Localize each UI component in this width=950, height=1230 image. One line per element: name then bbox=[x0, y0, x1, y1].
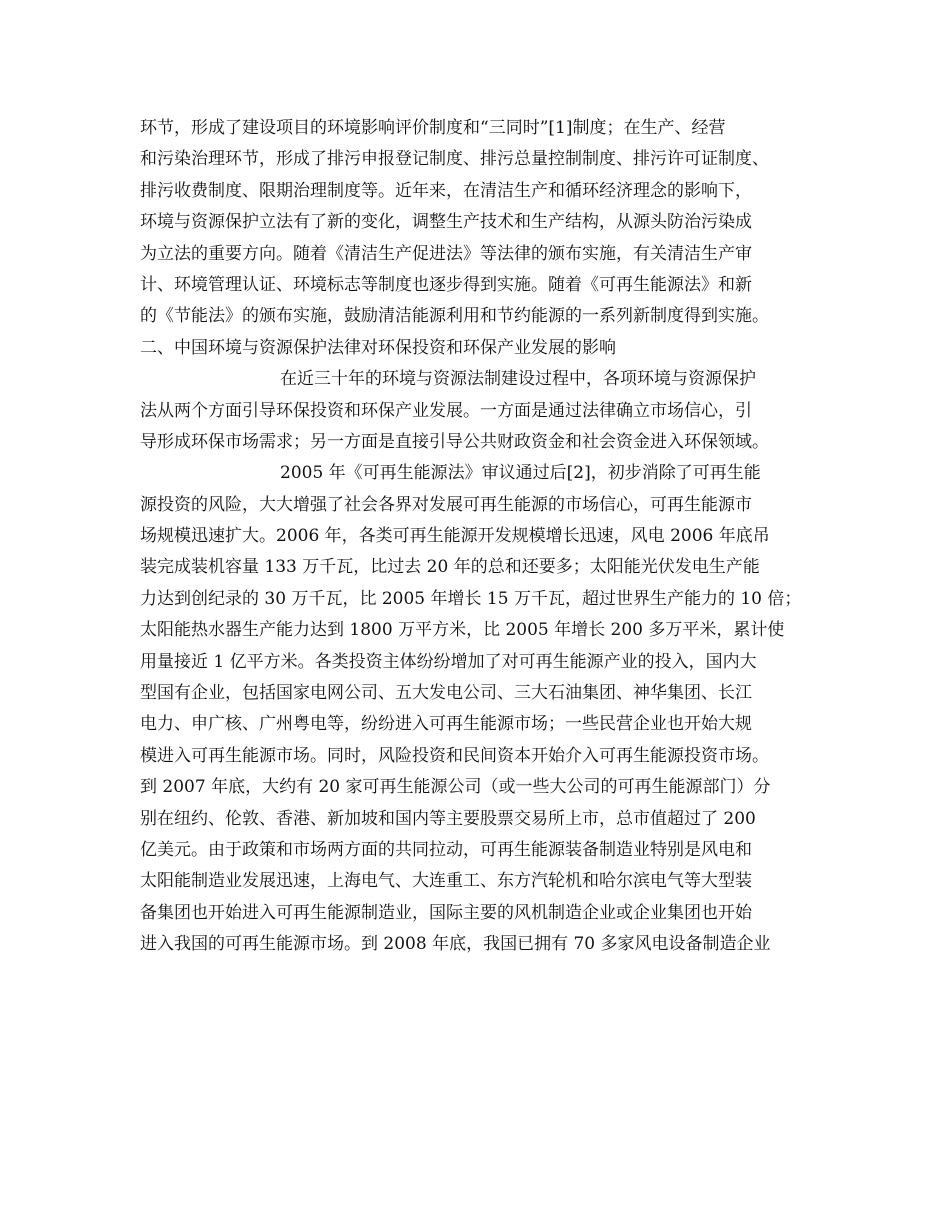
text-line: 的《节能法》的颁布实施，鼓励清洁能源利用和节约能源的一系列新制度得到实施。 bbox=[140, 306, 769, 327]
text-line: 力达到创纪录的 30 万千瓦，比 2005 年增长 15 万千瓦，超过世界生产能力的 10 倍； bbox=[140, 588, 802, 609]
text-line: 备集团也开始进入可再生能源制造业，国际主要的风机制造企业或企业集团也开始 bbox=[140, 902, 752, 923]
text-line: 模进入可再生能源市场。同时，风险投资和民间资本开始介入可再生能源投资市场。 bbox=[140, 745, 769, 766]
text-line: 排污收费制度、限期治理制度等。近年来，在清洁生产和循环经济理念的影响下， bbox=[140, 180, 752, 201]
text-line: 法从两个方面引导环保投资和环保产业发展。一方面是通过法律确立市场信心，引 bbox=[140, 400, 752, 421]
text-line: 环节，形成了建设项目的环境影响评价制度和“三同时”[1]制度；在生产、经营 bbox=[140, 118, 726, 138]
text-line: 亿美元。由于政策和市场两方面的共同拉动，可再生能源装备制造业特别是风电和 bbox=[140, 839, 752, 860]
text-line: 电力、申广核、广州粤电等，纷纷进入可再生能源市场；一些民营企业也开始大规 bbox=[140, 714, 752, 735]
text-line: 太阳能热水器生产能力达到 1800 万平方米，比 2005 年增长 200 多万平米，累计使 bbox=[140, 620, 785, 641]
text-line: 型国有企业，包括国家电网公司、五大发电公司、三大石油集团、神华集团、长江 bbox=[140, 683, 752, 704]
text-line: 装完成装机容量 133 万千瓦，比过去 20 年的总和还要多；太阳能光伏发电生产能 bbox=[140, 557, 760, 578]
text-line: 计、环境管理认证、环境标志等制度也逐步得到实施。随着《可再生能源法》和新 bbox=[140, 274, 752, 295]
text-line: 用量接近 1 亿平方米。各类投资主体纷纷增加了对可再生能源产业的投入，国内大 bbox=[140, 651, 757, 672]
text-line: 太阳能制造业发展迅速，上海电气、大连重工、东方汽轮机和哈尔滨电气等大型装 bbox=[140, 871, 752, 892]
paragraph-first-line: 在近三十年的环境与资源法制建设过程中，各项环境与资源保护 bbox=[280, 369, 756, 390]
text-line: 场规模迅速扩大。2006 年，各类可再生能源开发规模增长迅速，风电 2006 年底吊 bbox=[140, 526, 770, 547]
text-line: 到 2007 年底，大约有 20 家可再生能源公司（或一些大公司的可再生能源部门）分 bbox=[140, 777, 771, 798]
text-line: 和污染治理环节，形成了排污申报登记制度、排污总量控制制度、排污许可证制度、 bbox=[140, 149, 769, 170]
text-line: 源投资的风险，大大增强了社会各界对发展可再生能源的市场信心，可再生能源市 bbox=[140, 494, 752, 515]
text-line: 导形成环保市场需求；另一方面是直接引导公共财政资金和社会资金进入环保领域。 bbox=[140, 431, 769, 452]
text-line: 别在纽约、伦敦、香港、新加坡和国内等主要股票交易所上市，总市值超过了 200 bbox=[140, 808, 756, 829]
paragraph-first-line: 2005 年《可再生能源法》审议通过后[2]，初步消除了可再生能 bbox=[280, 463, 761, 484]
text-line: 二、中国环境与资源保护法律对环保投资和环保产业发展的影响 bbox=[140, 337, 616, 358]
text-line: 进入我国的可再生能源市场。到 2008 年底，我国已拥有 70 多家风电设备制造企业 bbox=[140, 934, 771, 955]
body-text bbox=[140, 113, 830, 961]
text-line: 环境与资源保护立法有了新的变化，调整生产技术和生产结构，从源头防治污染成 bbox=[140, 212, 752, 233]
text-line: 为立法的重要方向。随着《清洁生产促进法》等法律的颁布实施，有关清洁生产审 bbox=[140, 243, 752, 264]
